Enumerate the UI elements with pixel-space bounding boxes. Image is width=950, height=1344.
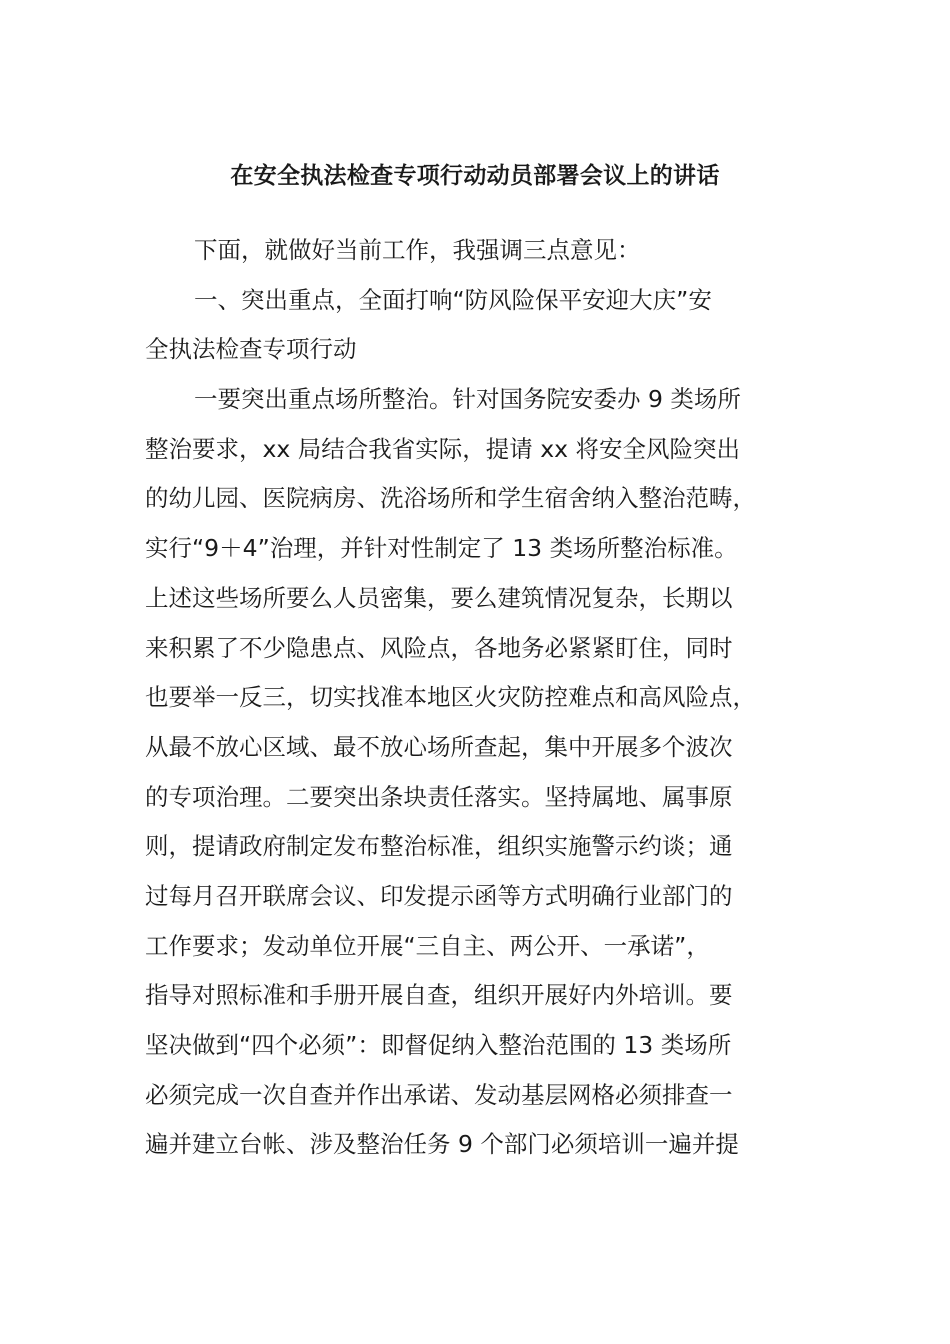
- document-title: 在安全执法检查专项行动动员部署会议上的讲话: [230, 163, 720, 189]
- paragraph-line: 则，提请政府制定发布整治标准，组织实施警示约谈；通: [145, 832, 733, 861]
- paragraph-line: 过每月召开联席会议、印发提示函等方式明确行业部门的: [145, 881, 733, 910]
- paragraph-line: 工作要求；发动单位开展“三自主、两公开、一承诺”，: [145, 931, 710, 960]
- section-heading-line: 全执法检查专项行动: [145, 335, 357, 364]
- paragraph-line: 上述这些场所要么人员密集，要么建筑情况复杂，长期以: [145, 583, 733, 612]
- paragraph-line: 整治要求，xx 局结合我省实际，提请 xx 将安全风险突出: [145, 434, 741, 463]
- paragraph-line: 来积累了不少隐患点、风险点，各地务必紧紧盯住，同时: [145, 633, 733, 662]
- paragraph-line: 坚决做到“四个必须”：即督促纳入整治范围的 13 类场所: [145, 1031, 732, 1059]
- paragraph-line: 也要举一反三，切实找准本地区火灾防控难点和高风险点，: [145, 683, 756, 712]
- paragraph-line: 从最不放心区域、最不放心场所查起，集中开展多个波次: [145, 732, 733, 761]
- paragraph-line: 指导对照标准和手册开展自查，组织开展好内外培训。要: [145, 981, 733, 1010]
- paragraph-line: 必须完成一次自查并作出承诺、发动基层网格必须排查一: [145, 1080, 733, 1109]
- paragraph-line: 一要突出重点场所整治。针对国务院安委办 9 类场所: [194, 385, 741, 414]
- document-body: [145, 226, 810, 1170]
- paragraph-line: 的幼儿园、医院病房、洗浴场所和学生宿舍纳入整治范畴，: [145, 484, 756, 513]
- paragraph-line: 的专项治理。二要突出条块责任落实。坚持属地、属事原: [145, 782, 733, 811]
- paragraph-line: 遍并建立台帐、涉及整治任务 9 个部门必须培训一遍并提: [145, 1130, 739, 1159]
- section-heading-line: 一、突出重点，全面打响“防风险保平安迎大庆”安: [194, 285, 712, 314]
- paragraph-line: 实行“9＋4”治理，并针对性制定了 13 类场所整治标准。: [145, 534, 738, 563]
- paragraph-line: 下面，就做好当前工作，我强调三点意见：: [194, 236, 641, 264]
